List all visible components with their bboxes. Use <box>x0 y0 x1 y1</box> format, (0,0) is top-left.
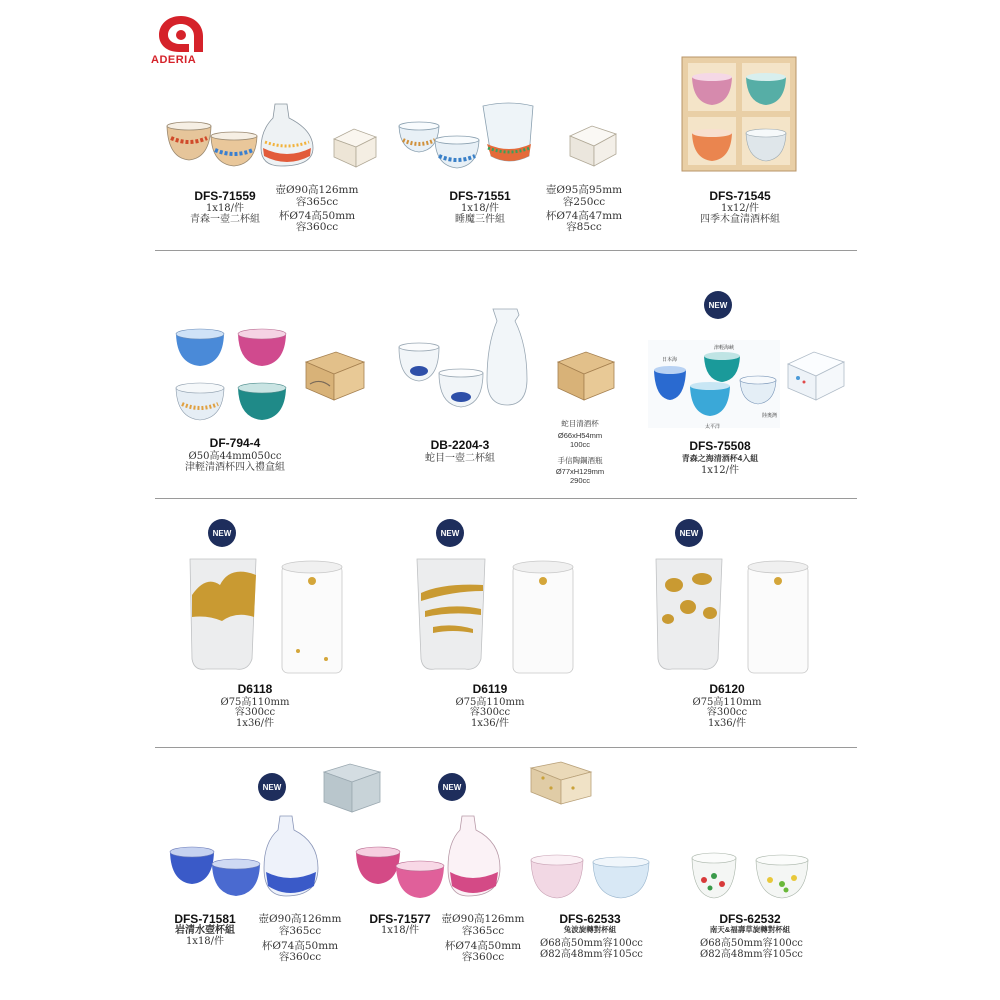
cup-label: 日本海 <box>662 357 678 363</box>
section-divider <box>155 747 857 748</box>
product-spec: 容360cc <box>278 951 322 963</box>
product-photo-dfs-71581 <box>166 812 336 902</box>
product-code: DFS-62533 <box>559 912 621 926</box>
product-spec: 容85cc <box>566 221 602 233</box>
product-code: D6120 <box>709 682 745 696</box>
product-name: 四季木盒清酒杯組 <box>700 214 780 225</box>
product-spec: 容360cc <box>295 221 339 233</box>
product-spec: 壺Ø90高126mm <box>441 913 525 925</box>
product-photo-d6118 <box>186 555 346 675</box>
new-badge: NEW <box>258 773 286 801</box>
gift-box-icon <box>527 760 593 806</box>
product-spec: 容300cc <box>706 707 748 718</box>
product-name: 青森一壺二杯組 <box>190 214 260 225</box>
product-photo-dfs-71551 <box>395 100 540 170</box>
product-code: DFS-71559 <box>194 189 256 203</box>
product-spec: 壺Ø95高95mm <box>545 184 623 196</box>
cup-label: 陸奧灣 <box>762 413 778 419</box>
product-spec: Ø68高50mm容100cc <box>540 938 643 949</box>
gift-box-icon <box>302 348 366 404</box>
product-pack: 1x12/件 <box>700 465 740 476</box>
product-spec: 杯Ø74高47mm <box>545 210 623 222</box>
gift-box-icon <box>330 125 378 170</box>
product-name: 岩清水壺杯組 <box>175 925 235 936</box>
product-code: DFS-71545 <box>709 189 771 203</box>
product-spec: 100cc <box>569 440 590 449</box>
product-spec: 手信陶鋼酒瓶 <box>557 456 603 465</box>
aderia-logo-icon <box>155 14 207 54</box>
product-photo-db-2204-3 <box>395 305 530 420</box>
product-code: DFS-62532 <box>719 912 781 926</box>
product-spec: 290cc <box>569 476 590 485</box>
product-pack: 1x18/件 <box>380 925 420 936</box>
brand-name: ADERIA <box>151 54 197 66</box>
product-pack: 1x36/件 <box>470 718 510 729</box>
product-code: DFS-71581 <box>174 912 236 926</box>
product-pack: 1x18/件 <box>185 936 225 947</box>
product-spec: Ø75高110mm <box>455 697 525 708</box>
product-spec: 杯Ø74高50mm <box>444 940 522 952</box>
product-spec: Ø75高110mm <box>220 697 290 708</box>
gift-box-icon <box>784 348 846 403</box>
new-badge: NEW <box>208 519 236 547</box>
product-spec: Ø75高110mm <box>692 697 762 708</box>
product-photo-dfs-62532 <box>688 850 813 902</box>
product-name: 青森之海清酒杯4入組 <box>681 454 759 463</box>
product-photo-dfs-71545 <box>680 55 798 173</box>
product-pack: 1x12/件 <box>720 203 760 214</box>
product-spec: 容300cc <box>469 707 511 718</box>
product-name: 睡魔三件組 <box>455 214 505 225</box>
product-spec: 容250cc <box>562 196 606 208</box>
product-code: D6118 <box>237 682 273 696</box>
product-spec: 容365cc <box>278 925 322 937</box>
product-pack: 1x18/件 <box>460 203 500 214</box>
product-code: DFS-75508 <box>689 439 751 453</box>
product-name: 津輕清酒杯四入禮盒組 <box>185 462 285 473</box>
new-badge: NEW <box>438 773 466 801</box>
product-photo-d6120 <box>652 555 812 675</box>
product-code: D6119 <box>472 682 508 696</box>
product-code: DB-2204-3 <box>430 438 490 452</box>
product-spec: 杯Ø74高50mm <box>278 210 356 222</box>
product-spec: Ø50高44mm050cc <box>188 451 282 462</box>
product-photo-dfs-71577 <box>352 812 504 902</box>
product-photo-dfs-71559 <box>163 98 323 168</box>
gift-box-icon <box>566 122 618 170</box>
product-spec: 容300cc <box>234 707 276 718</box>
product-code: DFS-71577 <box>369 912 431 926</box>
product-spec: Ø82高48mm容105cc <box>700 949 803 960</box>
section-divider <box>155 250 857 251</box>
product-code: DF-794-4 <box>209 436 261 450</box>
product-photo-d6119 <box>413 555 578 675</box>
product-spec: 容365cc <box>295 196 339 208</box>
product-spec: 壺Ø90高126mm <box>258 913 342 925</box>
product-spec: 壺Ø90高126mm <box>275 184 359 196</box>
product-code: DFS-71551 <box>449 189 511 203</box>
product-photo-df-794-4 <box>172 326 292 426</box>
new-badge: NEW <box>704 291 732 319</box>
product-spec: 杯Ø74高50mm <box>261 940 339 952</box>
product-spec: Ø82高48mm容105cc <box>540 949 643 960</box>
product-pack: 1x36/件 <box>235 718 275 729</box>
gift-box-icon <box>554 348 616 403</box>
product-name: 兔波旋轉對杯組 <box>563 925 617 934</box>
product-name: 蛇目一壺二杯組 <box>425 453 495 464</box>
product-spec: 蛇目清酒杯 <box>561 419 599 428</box>
product-photo-dfs-75508 <box>648 340 780 428</box>
product-spec: 容360cc <box>461 951 505 963</box>
product-pack: 1x18/件 <box>205 203 245 214</box>
new-badge: NEW <box>675 519 703 547</box>
product-photo-dfs-62533 <box>527 852 652 902</box>
new-badge: NEW <box>436 519 464 547</box>
cup-label: 津輕海峽 <box>714 345 735 351</box>
section-divider <box>155 498 857 499</box>
product-spec: Ø66xH54mm <box>557 431 603 440</box>
product-pack: 1x36/件 <box>707 718 747 729</box>
product-spec: Ø77xH129mm <box>555 467 605 476</box>
gift-box-icon <box>320 762 382 814</box>
product-name: 南天&福壽草旋轉對杯組 <box>709 925 791 934</box>
product-spec: Ø68高50mm容100cc <box>700 938 803 949</box>
cup-label: 太平洋 <box>705 424 721 430</box>
product-spec: 容365cc <box>461 925 505 937</box>
